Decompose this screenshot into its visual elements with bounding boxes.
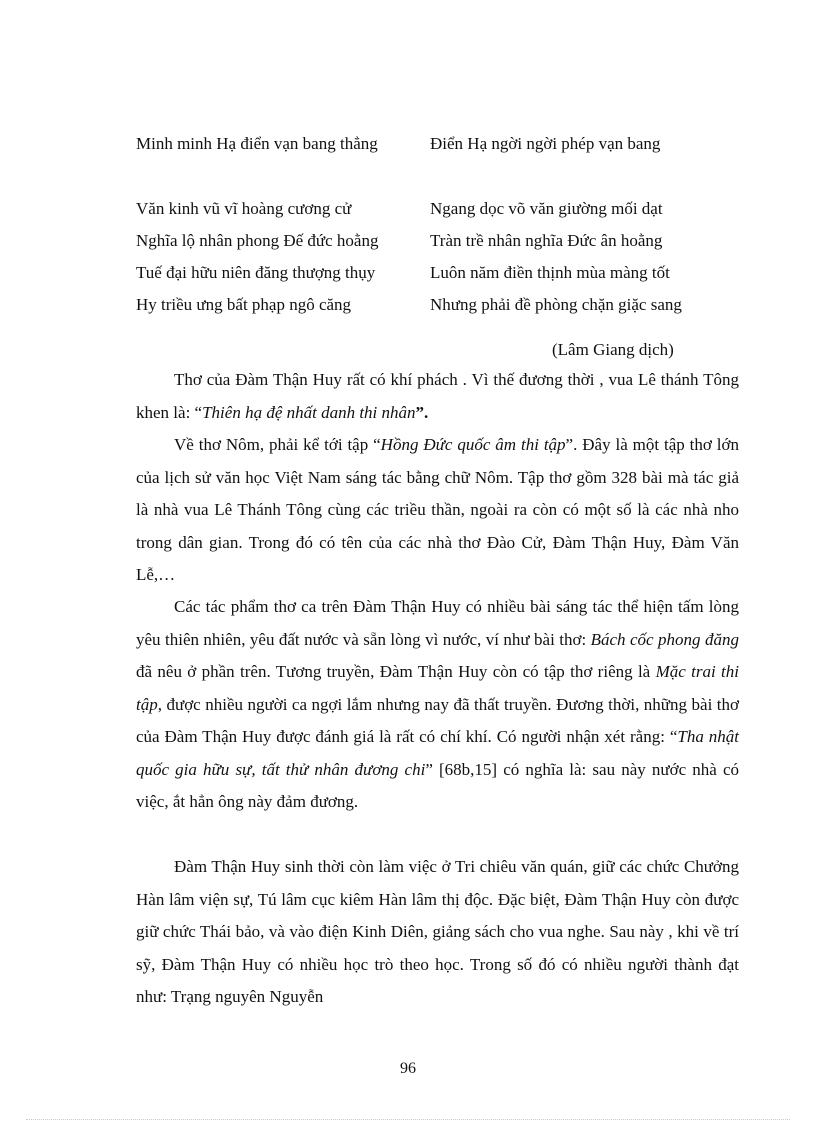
paragraph-3: Các tác phẩm thơ ca trên Đàm Thận Huy có nhiều bài sáng tác thể hiện tấm lòng yêu thiên nhiên, yêu đất nước và sẵn lòng vì nước, ví như bài thơ: Bách cốc phong đăng đã nêu ở phần trên. Tương truyền, Đàm Thận Huy còn có tập thơ riêng là Mặc trai thi tập, được nhiều người ca ngợi lắm nhưng nay đã thất truyền. Đương thời, những bài thơ của Đàm Thận Huy được đánh giá là rất có chí khí. Có người nhận xét rằng: “Tha nhật quốc gia hữu sự, tất thử nhân đương chi” [68b,15] có nghĩa là: sau này nước nhà có việc, ắt hẳn ông này đảm đương. bbox=[136, 597, 740, 811]
collection-title-italic: Hồng Đức quốc âm thi tập bbox=[380, 435, 566, 454]
poem-translation-line: Tràn trề nhân nghĩa Đức ân hoằng bbox=[430, 231, 663, 250]
poem-translation-line: Ngang dọc võ văn giường mối dạt bbox=[430, 199, 663, 218]
quote-italic: Thiên hạ đệ nhất danh thi nhân bbox=[202, 402, 416, 422]
paragraph-4: Đàm Thận Huy sinh thời còn làm việc ở Tri chiêu văn quán, giữ các chức Chưởng Hàn lâm viện sự, Tú lâm cục kiêm Hàn lâm thị độc. Đặc biệt, Đàm Thận Huy còn được giữ chức Thái bảo, và vào điện Kinh Diên, giảng sách cho vua nghe. Sau này , khi về trí sỹ, Đàm Thận Huy có nhiều học trò theo học. Trong số đó có nhiều người thành đạt như: Trạng nguyên Nguyễn bbox=[136, 857, 739, 1006]
collection-title-italic: Mặc trai thi tập bbox=[136, 662, 740, 714]
poem-translation-line: Luôn năm điền thịnh mùa màng tốt bbox=[430, 263, 670, 282]
page-number: 96 bbox=[400, 1060, 416, 1077]
footer-divider bbox=[26, 1119, 790, 1120]
poem-translation-line: Nhưng phải đề phòng chặn giặc sang bbox=[430, 295, 682, 314]
poem-original-line: Tuế đại hữu niên đăng thượng thụy bbox=[136, 263, 376, 282]
poem-original-line: Hy triều ưng bất phạp ngô căng bbox=[136, 295, 352, 314]
paragraph-1: Thơ của Đàm Thận Huy rất có khí phách . Vì thế đương thời , vua Lê thánh Tông khen là: “Thiên hạ đệ nhất danh thi nhân”. bbox=[136, 370, 739, 422]
poem-original-line: Văn kinh vũ vĩ hoàng cương cử bbox=[136, 199, 352, 218]
poem-title-italic: Bách cốc phong đăng bbox=[590, 629, 739, 649]
poem-translation-line: Điển Hạ ngời ngời phép vạn bang bbox=[430, 134, 661, 153]
quote-italic: Tha nhật quốc gia hữu sự, tất thử nhân đương chi bbox=[136, 727, 739, 779]
poem-original-line: Minh minh Hạ điển vạn bang thẳng bbox=[136, 134, 378, 153]
translation-credit: (Lâm Giang dịch) bbox=[552, 340, 674, 359]
poem-original-line: Nghĩa lộ nhân phong Đế đức hoằng bbox=[136, 231, 379, 250]
paragraph-2: Về thơ Nôm, phải kể tới tập “Hồng Đức quốc âm thi tập”. Đây là một tập thơ lớn của lịch sử văn học Việt Nam sáng tác bằng chữ Nôm. Tập thơ gồm 328 bài mà tác giả là nhà vua Lê Thánh Tông cùng các triều thần, ngoài ra còn có một số là các nhà nho trong dân gian. Trong đó có tên của các nhà thơ Đào Cử, Đàm Thận Huy, Đàm Văn Lễ,… bbox=[136, 435, 739, 584]
